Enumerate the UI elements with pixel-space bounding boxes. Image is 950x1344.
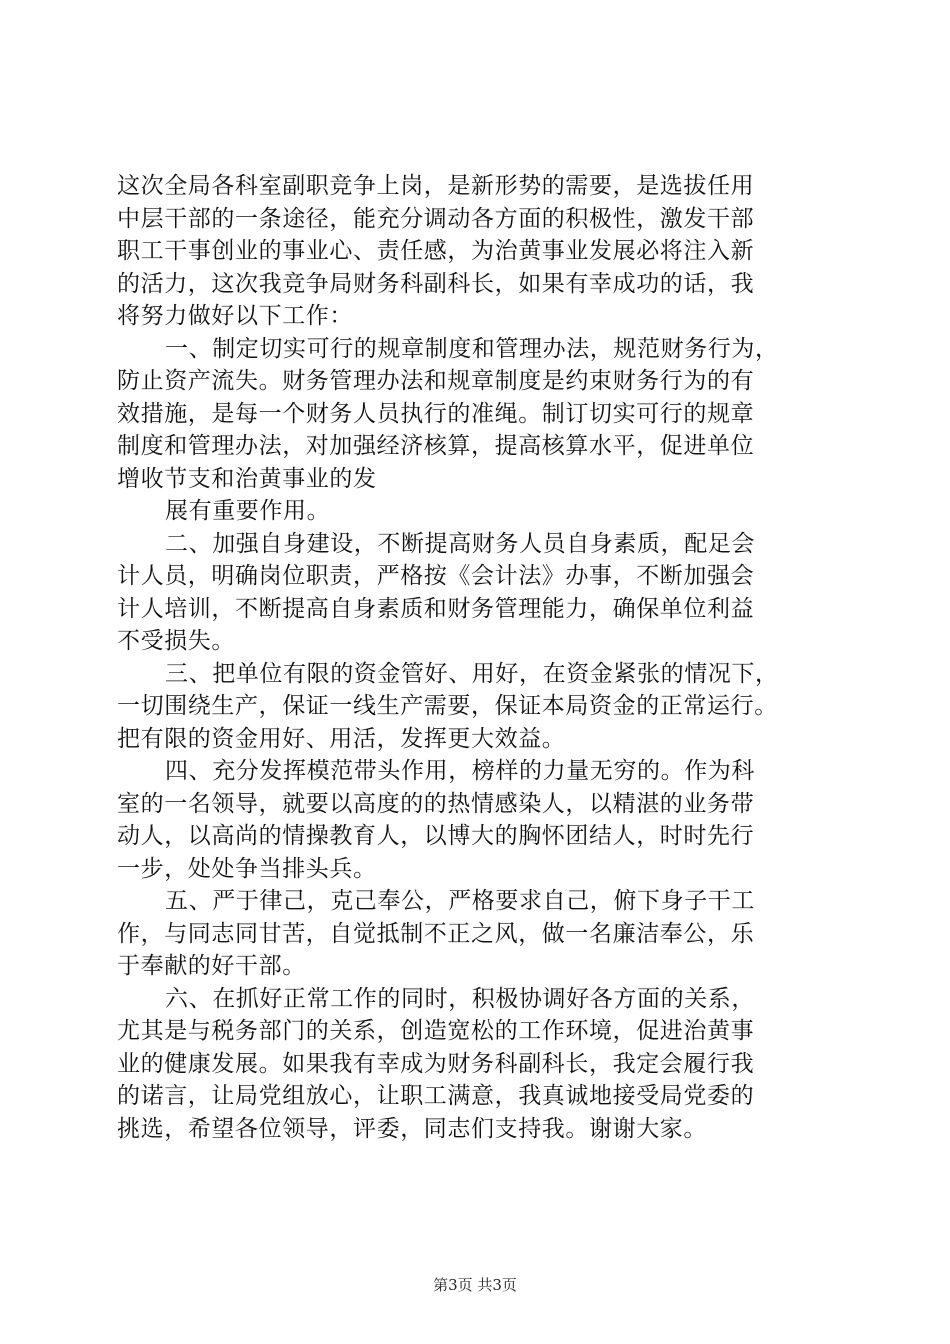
text-line: 于奉献的好干部。 <box>117 953 306 979</box>
text-line: 计人员，明确岗位职责，严格按《会计法》办事，不断加强会 <box>117 563 755 589</box>
text-line: 四、充分发挥模范带头作用，榜样的力量无穷的。作为科 <box>165 758 755 784</box>
text-line: 业的健康发展。如果我有幸成为财务科副科长，我定会履行我 <box>117 1050 755 1077</box>
text-line: 五、严于律己，克己奉公，严格要求自己，俯下身子干工 <box>165 888 755 914</box>
text-line: 将努力做好以下工作： <box>117 303 353 329</box>
text-line: 挑选，希望各位领导，评委，同志们支持我。谢谢大家。 <box>117 1115 707 1142</box>
text-line: 制度和管理办法，对加强经济核算，提高核算水平，促进单位 <box>117 433 755 459</box>
text-line: 效措施，是每一个财务人员执行的准绳。制订切实可行的规章 <box>117 400 755 427</box>
text-line: 一切围绕生产，保证一线生产需要，保证本局资金的正常运行。 <box>117 693 778 719</box>
text-line: 展有重要作用。 <box>165 498 331 524</box>
text-line: 二、加强自身建设，不断提高财务人员自身素质，配足会 <box>165 530 755 557</box>
text-line: 防止资产流失。财务管理办法和规章制度是约束财务行为的有 <box>117 368 755 394</box>
text-line: 作，与同志同甘苦，自觉抵制不正之风，做一名廉洁奉公，乐 <box>117 920 755 947</box>
text-line: 职工干事创业的事业心、责任感，为治黄事业发展必将注入新 <box>117 238 755 264</box>
text-line: 动人，以高尚的情操教育人，以博大的胸怀团结人，时时先行 <box>117 823 755 849</box>
text-line: 不受损失。 <box>117 628 235 654</box>
text-line: 计人培训，不断提高自身素质和财务管理能力，确保单位利益 <box>117 595 755 622</box>
page-number-footer: 第3页 共3页 <box>433 1276 517 1294</box>
text-line: 中层干部的一条途径，能充分调动各方面的积极性，激发干部 <box>117 205 755 232</box>
text-line: 这次全局各科室副职竞争上岗，是新形势的需要，是选拔任用 <box>117 173 755 199</box>
text-line: 一、制定切实可行的规章制度和管理办法，规范财务行为， <box>165 335 779 362</box>
text-line: 室的一名领导，就要以高度的的热情感染人，以精湛的业务带 <box>117 790 755 817</box>
text-line: 增收节支和治黄事业的发 <box>117 465 377 492</box>
document-body <box>117 170 847 1145</box>
text-line: 三、把单位有限的资金管好、用好，在资金紧张的情况下， <box>165 660 779 687</box>
text-line: 的活力，这次我竞争局财务科副科长，如果有幸成功的话，我 <box>117 270 755 297</box>
text-line: 尤其是与税务部门的关系，创造宽松的工作环境，促进治黄事 <box>117 1018 755 1044</box>
text-line: 一步，处处争当排头兵。 <box>117 855 377 882</box>
text-line: 六、在抓好正常工作的同时，积极协调好各方面的关系， <box>165 985 755 1012</box>
text-line: 的诺言，让局党组放心，让职工满意，我真诚地接受局党委的 <box>117 1083 755 1109</box>
text-line: 把有限的资金用好、用活，发挥更大效益。 <box>117 725 566 752</box>
